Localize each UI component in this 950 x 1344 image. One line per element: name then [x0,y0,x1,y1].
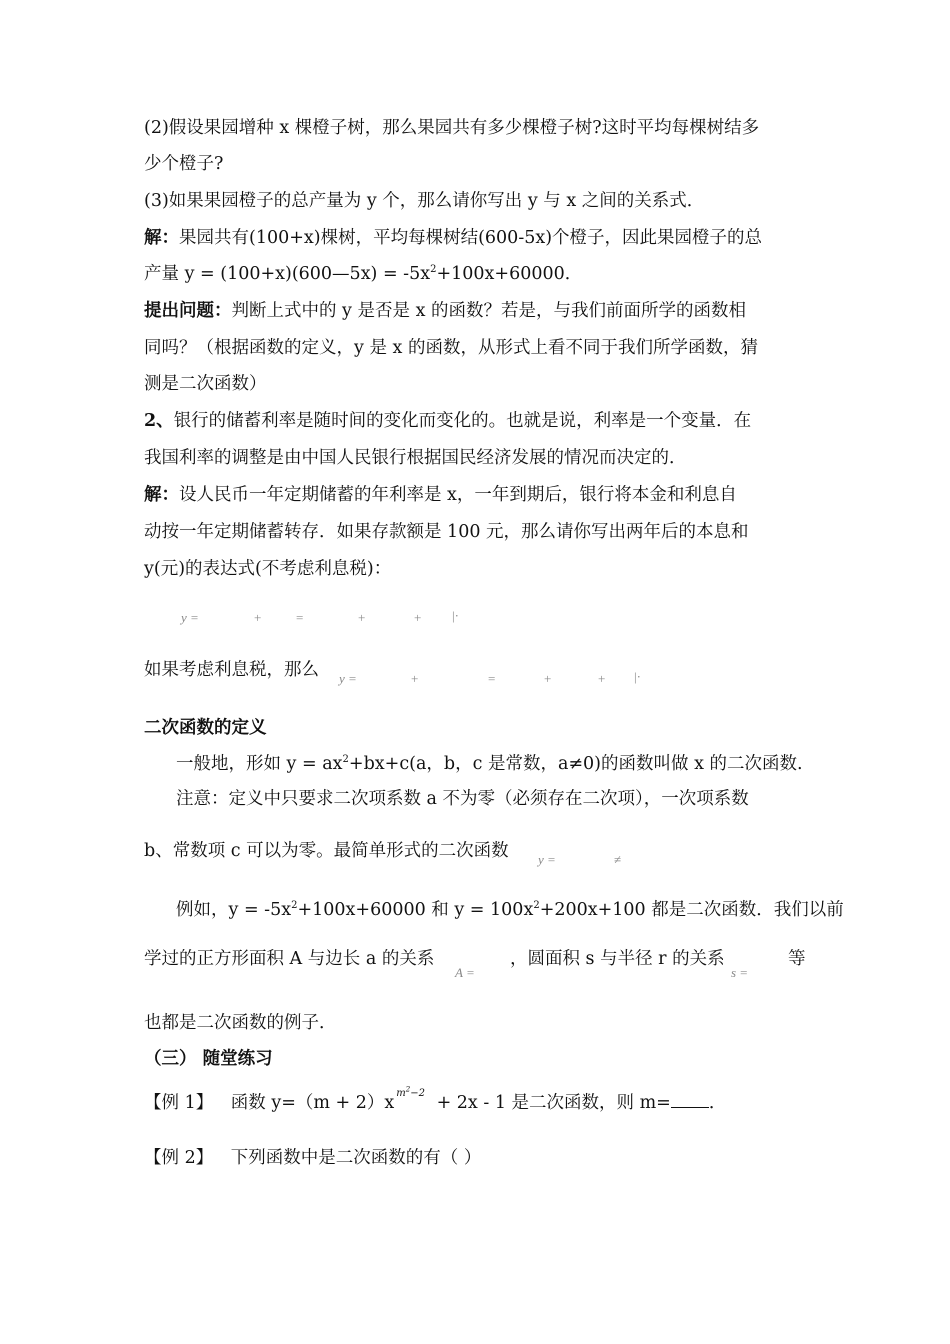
exponent: 2 [342,754,349,766]
solution-text: 设人民币一年定期储蓄的年利率是 x，一年到期后，银行将本金和利息自 [179,485,737,505]
definition-part: 一般地，形如 y = ax [176,754,343,774]
definition-line [176,752,803,776]
solution-label: 解： [144,485,179,505]
text-line: 如果考虑利息税，那么 [144,660,319,680]
example-line: 学过的正方形面积 A 与边长 a 的关系 [144,949,435,969]
formula-fragment: = [296,610,304,625]
exercise-part: + 2x - 1 是二次函数，则 m= [436,1093,671,1113]
note-line: b、常数项 c 可以为零。最简单形式的二次函数 [144,841,509,861]
text-line: 我国利率的调整是由中国人民银行根据国民经济发展的情况而决定的． [144,448,687,468]
formula-fragment: y = [339,671,357,686]
item-line [144,409,751,433]
question-line [144,299,746,323]
formula-fragment: |· [452,608,459,623]
text-line: 同吗？（根据函数的定义，y 是 x 的函数，从形式上看不同于我们所学函数，猜 [144,338,758,358]
formula-fragment: s = [731,965,749,980]
definition-part: +bx+c(a，b，c 是常数，a≠0)的函数叫做 x 的二次函数. [348,754,803,774]
exercise-1 [144,1085,727,1118]
formula-fragment: + [411,671,419,686]
expr-part: +100x+60000． [436,264,583,284]
text-line: 少个橙子? [144,154,224,174]
example-part: +200x+100 都是二次函数．我们以前 [539,900,844,920]
formula-fragment: y = [181,610,199,625]
formula-fragment: A = [455,965,475,980]
text-line: y(元)的表达式(不考虑利息税)： [144,559,392,579]
example-part: 例如，y = -5x [176,900,292,920]
exercise-2 [144,1146,481,1170]
example-part: +100x+60000 和 y = 100x [297,900,534,920]
formula-fragment: ≠ [614,852,622,867]
solution-line [144,226,762,250]
exercise-text: 下列函数中是二次函数的有（ ） [230,1148,482,1168]
solution-text: 果园共有(100+x)棵树，平均每棵树结(600-5x)个橙子，因此果园橙子的总 [179,228,763,248]
formula-fragment: + [598,671,606,686]
answer-blank[interactable] [671,1091,709,1108]
text-line: 动按一年定期储蓄转存．如果存款额是 100 元，那么请你写出两年后的本息和 [144,522,749,542]
expr-part: 产量 y = (100+x)(600—5x) = -5x [144,264,431,284]
solution-line [144,483,737,507]
solution-label: 解： [144,228,179,248]
text-line: (2)假设果园增种 x 棵橙子树，那么果园共有多少棵橙子树?这时平均每棵树结多 [144,118,760,138]
question-label: 提出问题： [144,301,232,321]
example-line: ，圆面积 s 与半径 r 的关系 [510,949,725,969]
exercise-label: 【例 1】 [144,1093,214,1113]
formula-fragment: y = [538,852,556,867]
formula-fragment: + [358,610,366,625]
practice-heading: （三） 随堂练习 [144,1049,273,1069]
exponent: 2 [291,900,298,912]
exercise-part: 函数 y=（m + 2）x [230,1093,395,1113]
item-text: 银行的储蓄利率是随时间的变化而变化的。也就是说，利率是一个变量．在 [173,411,752,431]
example-line [176,898,844,922]
question-text: 判断上式中的 y 是否是 x 的函数？若是，与我们前面所学的函数相 [231,301,747,321]
exponent: 2 [430,264,437,276]
text-line: (3)如果果园橙子的总产量为 y 个，那么请你写出 y 与 x 之间的关系式． [144,191,705,211]
formula-fragment: = [488,671,496,686]
example-line: 也都是二次函数的例子． [144,1013,337,1033]
formula-fragment: + [254,610,262,625]
formula-fragment: + [544,671,552,686]
text-line: 测是二次函数） [144,374,267,394]
exponent: m2−2 [396,1085,425,1099]
section-heading: 二次函数的定义 [144,718,267,738]
exercise-label: 【例 2】 [144,1148,214,1168]
formula-fragment: + [414,610,422,625]
example-line: 等 [788,949,806,969]
item-number: 2、 [144,411,174,431]
exercise-part: ． [708,1093,727,1113]
text-line [144,262,582,286]
formula-fragment: |· [634,669,641,684]
note-line: 注意：定义中只要求二次项系数 a 不为零（必须存在二次项），一次项系数 [176,789,749,809]
exponent: 2 [533,900,540,912]
